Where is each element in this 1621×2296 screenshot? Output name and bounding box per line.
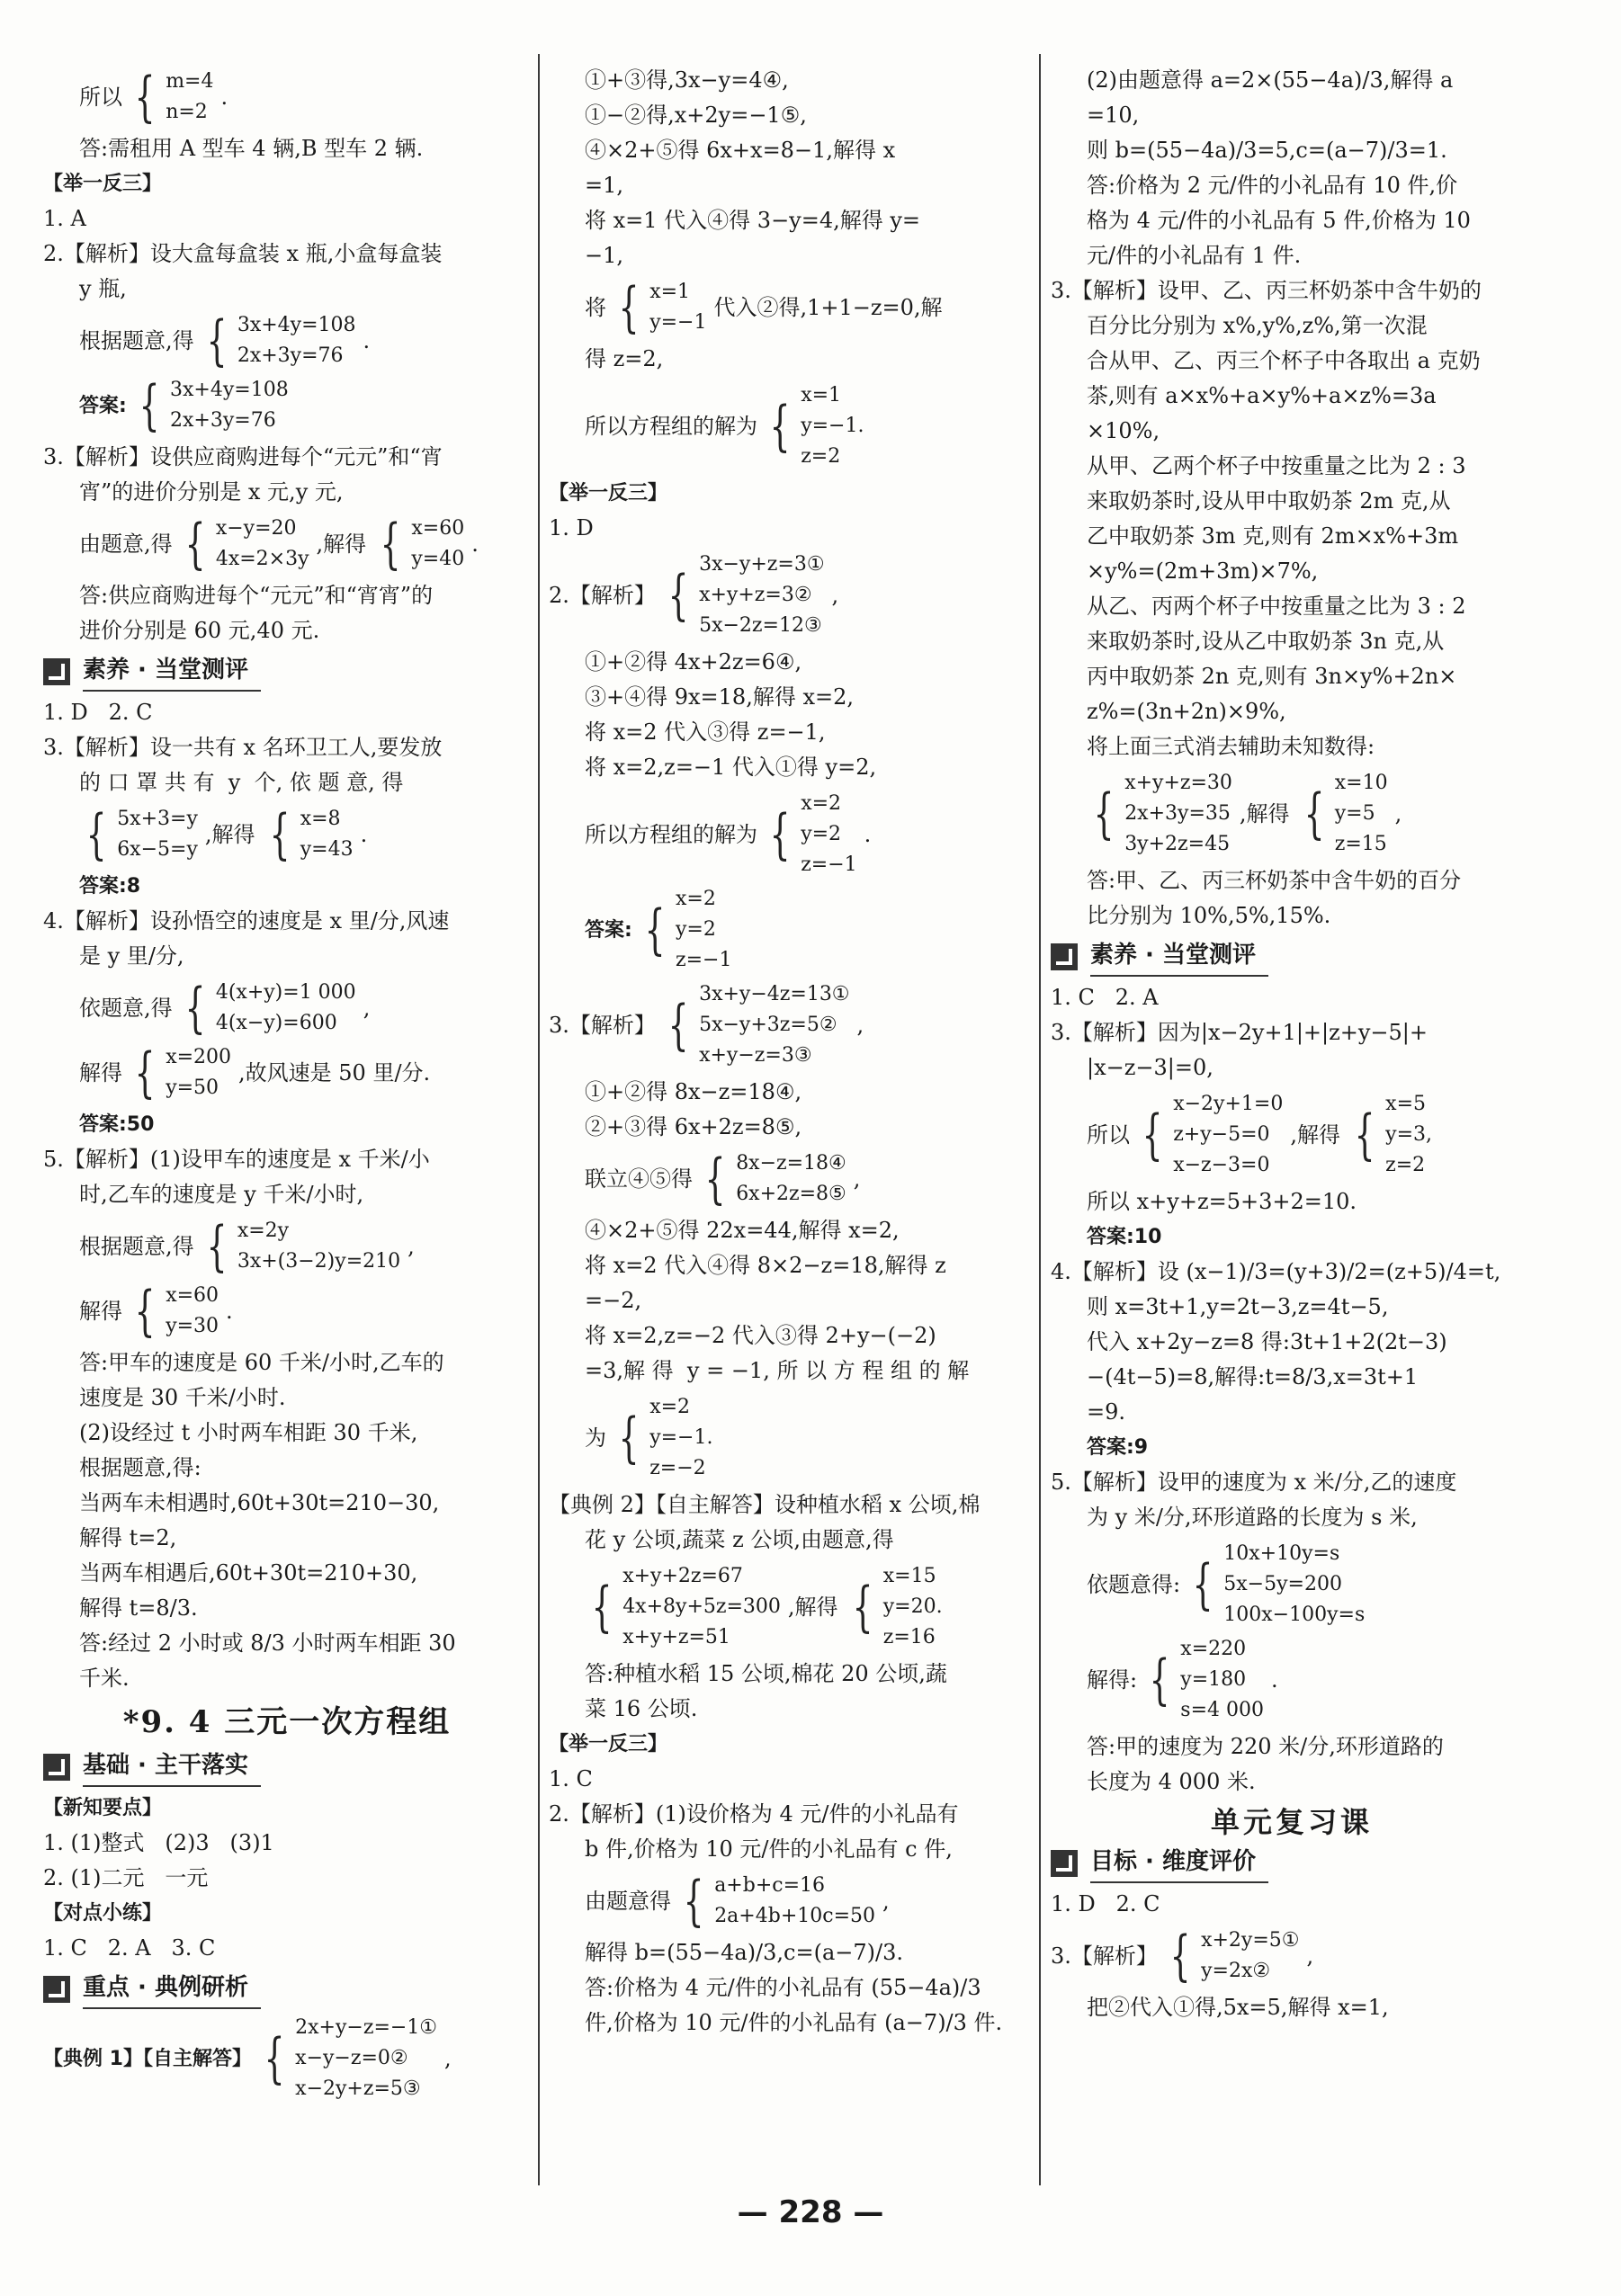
text-line: y 瓶, bbox=[79, 276, 127, 301]
text-line: z%=(3n+2n)×9%, bbox=[1087, 699, 1286, 724]
text-line: 所以 x+y+z=5+3+2=10. bbox=[1087, 1189, 1357, 1214]
text-line: 答:价格为 2 元/件的小礼品有 10 件,价 bbox=[1087, 173, 1458, 198]
subsection-label: 【举一反三】 bbox=[549, 482, 668, 505]
text-line: 菜 16 公顷. bbox=[585, 1696, 698, 1721]
text-line: 件,价格为 10 元/件的小礼品有 (a−7)/3 件. bbox=[585, 2010, 1003, 2035]
text-line: 答:种植水稻 15 公顷,棉花 20 公顷,蔬 bbox=[585, 1661, 947, 1686]
text-line: =3,解 得 y = −1, 所 以 方 程 组 的 解 bbox=[585, 1358, 970, 1383]
text-line: 比分别为 10%,5%,15%. bbox=[1087, 903, 1331, 928]
text-line: 3.【解析】设甲、乙、丙三杯奶茶中含牛奶的 bbox=[1051, 278, 1482, 303]
equation-system: 3.【解析】 { x+2y=5① y=2x② , bbox=[1051, 1925, 1314, 1988]
text-line: ①+②得 4x+2z=6④, bbox=[585, 649, 802, 675]
text-line: 2.【解析】设大盒每盒装 x 瓶,小盒每盒装 bbox=[43, 241, 443, 266]
equation-system: 解得: { x=220 y=180 s=4 000 . bbox=[1087, 1638, 1278, 1721]
text-line: 则 x=3t+1,y=2t−3,z=4t−5, bbox=[1087, 1294, 1389, 1319]
text-line: 宵”的进价分别是 x 元,y 元, bbox=[79, 479, 344, 505]
text-line: 时,乙车的速度是 y 千米/小时, bbox=[79, 1182, 364, 1207]
equation-system: { 5x+3=y 6x−5=y ,解得 { x=8 y=43 . bbox=[85, 803, 368, 866]
arrow-square-icon bbox=[1051, 1850, 1078, 1877]
text-line: 3.【解析】因为|x−2y+1|+|z+y−5|+ bbox=[1051, 1020, 1428, 1045]
column-divider bbox=[1039, 54, 1041, 2185]
answer-line: 1. D bbox=[549, 515, 594, 540]
text-line: 将 x=2,z=−1 代入①得 y=2, bbox=[585, 755, 877, 780]
equation-system: 为 { x=2 y=−1. z=−2 bbox=[585, 1396, 713, 1479]
text-line: 3.【解析】设供应商购进每个“元元”和“宵 bbox=[43, 444, 443, 469]
text-line: ③+④得 9x=18,解得 x=2, bbox=[585, 684, 854, 710]
answer-line: 答案:10 bbox=[1087, 1226, 1162, 1248]
text-line: 5.【解析】设甲的速度为 x 米/分,乙的速度 bbox=[1051, 1470, 1457, 1495]
equation-system: 根据题意,得 { x=2y 3x+(3−2)y=210 , bbox=[79, 1215, 415, 1278]
section-title: *9. 4 三元一次方程组 bbox=[122, 1704, 452, 1740]
text-line: 百分比分别为 x%,y%,z%,第一次混 bbox=[1087, 313, 1428, 338]
text-line: 得 z=2, bbox=[585, 346, 664, 371]
subsection-label: 【新知要点】 bbox=[43, 1797, 163, 1819]
equation-system: 将 { x=1 y=−1 代入②得,1+1−z=0,解 bbox=[585, 276, 943, 339]
answer-line: 1. D 2. C bbox=[43, 700, 153, 725]
text-line: 2.【解析】(1)设价格为 4 元/件的小礼品有 bbox=[549, 1801, 959, 1827]
text-line: 答:需租用 A 型车 4 辆,B 型车 2 辆. bbox=[79, 136, 424, 161]
text-line: 答:甲的速度为 220 米/分,环形道路的 bbox=[1087, 1734, 1444, 1759]
equation-system: 依题意,得 { 4(x+y)=1 000 4(x−y)=600 , bbox=[79, 977, 371, 1040]
text-line: =9. bbox=[1087, 1399, 1126, 1425]
equation-system: 2.【解析】 { 3x−y+z=3① x+y+z=3② 5x−2z=12③ , bbox=[549, 553, 839, 637]
text-line: 从乙、丙两个杯子中按重量之比为 3 : 2 bbox=[1087, 594, 1466, 619]
text-line: ×y%=(2m+3m)×7%, bbox=[1087, 558, 1319, 584]
text-line: 答:供应商购进每个“元元”和“宵宵”的 bbox=[79, 583, 434, 608]
text-line: 为 y 米/分,环形道路的长度为 s 米, bbox=[1087, 1505, 1418, 1530]
equation-system: { x+y+2z=67 4x+8y+5z=300 x+y+z=51 ,解得 { x=15 y=20. z=16 bbox=[591, 1565, 943, 1648]
text-line: 来取奶茶时,设从乙中取奶茶 3n 克,从 bbox=[1087, 629, 1445, 654]
text-line: 代入 x+2y−z=8 得:3t+1+2(2t−3) bbox=[1087, 1329, 1447, 1354]
page-number: — 228 — bbox=[737, 2194, 884, 2230]
text-line: b 件,价格为 10 元/件的小礼品有 c 件, bbox=[585, 1836, 953, 1862]
answer-line: 答案:50 bbox=[79, 1113, 155, 1136]
text-line: 4.【解析】设 (x−1)/3=(y+3)/2=(z+5)/4=t, bbox=[1051, 1259, 1501, 1284]
equation-system: 答案: { 3x+4y=108 2x+3y=76 bbox=[79, 374, 289, 437]
answer-line: 1. C 2. A 3. C bbox=[43, 1935, 216, 1961]
text-line: 速度是 30 千米/小时. bbox=[79, 1385, 286, 1410]
text-line: 乙中取奶茶 3m 克,则有 2m×x%+3m bbox=[1087, 523, 1459, 549]
text-line: |x−z−3|=0, bbox=[1087, 1055, 1214, 1080]
section-banner: 素养 · 当堂测评 bbox=[1051, 939, 1533, 975]
text-line: 将 x=2,z=−2 代入③得 2+y−(−2) bbox=[585, 1323, 936, 1348]
text-line: =1, bbox=[585, 173, 624, 198]
equation-system: 由题意,得 { x−y=20 4x=2×3y ,解得 { x=60 y=40 . bbox=[79, 513, 479, 576]
text-line: 解得 b=(55−4a)/3,c=(a−7)/3. bbox=[585, 1940, 903, 1965]
column-left bbox=[43, 63, 531, 2108]
text-line: −(4t−5)=8,解得:t=8/3,x=3t+1 bbox=[1087, 1364, 1419, 1389]
column-right bbox=[1051, 63, 1533, 2025]
text-line: =−2, bbox=[585, 1288, 642, 1313]
answer-line: 1. D 2. C bbox=[1051, 1891, 1160, 1916]
answer-line: 1. C bbox=[549, 1766, 593, 1791]
section-banner: 重点 · 典例研析 bbox=[43, 1971, 531, 2007]
column-divider bbox=[538, 54, 540, 2185]
text-line: 当两车相遇后,60t+30t=210+30, bbox=[79, 1560, 418, 1586]
text-line: −1, bbox=[585, 243, 624, 268]
text-line: ④×2+⑤得 6x+x=8−1,解得 x bbox=[585, 138, 896, 163]
subsection-label: 【对点小练】 bbox=[43, 1902, 163, 1925]
equation-system: 所以 { m=4 n=2 . bbox=[79, 66, 228, 129]
equation-system: 联立④⑤得 { 8x−z=18④ 6x+2z=8⑤ , bbox=[585, 1148, 861, 1211]
answer-line: 1. A bbox=[43, 206, 86, 231]
text-line: 答:价格为 4 元/件的小礼品有 (55−4a)/3 bbox=[585, 1975, 981, 2000]
equation-system: 答案: { x=2 y=2 z=−1 bbox=[585, 888, 732, 971]
text-line: 5.【解析】(1)设甲车的速度是 x 千米/小 bbox=[43, 1147, 430, 1172]
text-line: 答:经过 2 小时或 8/3 小时两车相距 30 bbox=[79, 1630, 456, 1656]
subsection-label: 【举一反三】 bbox=[549, 1733, 668, 1756]
equation-system: 所以方程组的解为 { x=1 y=−1. z=2 bbox=[585, 384, 864, 468]
text-line: 格为 4 元/件的小礼品有 5 件,价格为 10 bbox=[1087, 208, 1471, 233]
text-line: 根据题意,得: bbox=[79, 1455, 202, 1480]
text-line: 3.【解析】设一共有 x 名环卫工人,要发放 bbox=[43, 735, 443, 760]
equation-system: 3.【解析】 { 3x+y−4z=13① 5x−y+3z=5② x+y−z=3③ , bbox=[549, 983, 864, 1067]
answer-line: 答案:8 bbox=[79, 875, 141, 898]
text-line: 丙中取奶茶 2n 克,则有 3n×y%+2n× bbox=[1087, 664, 1457, 689]
text-line: (2)由题意得 a=2×(55−4a)/3,解得 a bbox=[1087, 67, 1454, 93]
text-line: 将上面三式消去辅助未知数得: bbox=[1087, 734, 1375, 759]
text-line: 4.【解析】设孙悟空的速度是 x 里/分,风速 bbox=[43, 908, 450, 934]
section-banner: 目标 · 维度评价 bbox=[1051, 1845, 1533, 1881]
text-line: 茶,则有 a×x%+a×y%+a×z%=3a bbox=[1087, 383, 1437, 408]
arrow-square-icon bbox=[43, 1754, 70, 1781]
text-line: ×10%, bbox=[1087, 418, 1160, 443]
text-line: ①−②得,x+2y=−1⑤, bbox=[585, 103, 807, 128]
section-banner: 基础 · 主干落实 bbox=[43, 1749, 531, 1785]
equation-system: 所以 { x−2y+1=0 z+y−5=0 x−z−3=0 ,解得 { x=5 y=3, z=2 bbox=[1087, 1093, 1433, 1176]
answer-line: 答案:9 bbox=[1087, 1436, 1149, 1459]
answer-line: 1. C 2. A bbox=[1051, 985, 1159, 1010]
text-line: 是 y 里/分, bbox=[79, 943, 184, 969]
equation-system: 根据题意,得 { 3x+4y=108 2x+3y=76 . bbox=[79, 309, 371, 372]
equation-system: 解得 { x=60 y=30 . bbox=[79, 1280, 233, 1343]
text-line: 答:甲车的速度是 60 千米/小时,乙车的 bbox=[79, 1350, 444, 1375]
text-line: 千米. bbox=[79, 1666, 130, 1691]
text-line: ①+②得 8x−z=18④, bbox=[585, 1079, 802, 1104]
text-line: 将 x=2 代入④得 8×2−z=18,解得 z bbox=[585, 1253, 946, 1278]
arrow-square-icon bbox=[43, 1976, 70, 2003]
text-line: 将 x=2 代入③得 z=−1, bbox=[585, 719, 826, 745]
equation-system: 【典例 1】【自主解答】 { 2x+y−z=−1① x−y−z=0② x−2y+z=5③ , bbox=[43, 2016, 452, 2100]
text-line: 合从甲、乙、丙三个杯子中各取出 a 克奶 bbox=[1087, 348, 1481, 373]
arrow-square-icon bbox=[1051, 943, 1078, 970]
text-line: 把②代入①得,5x=5,解得 x=1, bbox=[1087, 1995, 1389, 2020]
equation-system: { x+y+z=30 2x+3y=35 3y+2z=45 ,解得 { x=10 y=5 z=15 , bbox=[1093, 772, 1402, 855]
text-line: 解得 t=8/3. bbox=[79, 1595, 198, 1621]
equation-system: 解得 { x=200 y=50 ,故风速是 50 里/分. bbox=[79, 1041, 431, 1104]
text-line: 则 b=(55−4a)/3=5,c=(a−7)/3=1. bbox=[1087, 138, 1447, 163]
unit-title: 单元复习课 bbox=[1210, 1805, 1373, 1839]
text-line: 元/件的小礼品有 1 件. bbox=[1087, 243, 1302, 268]
text-line: 进价分别是 60 元,40 元. bbox=[79, 618, 320, 643]
text-line: 长度为 4 000 米. bbox=[1087, 1769, 1256, 1794]
text-line: ②+③得 6x+2z=8⑤, bbox=[585, 1114, 802, 1139]
text-line: 解得 t=2, bbox=[79, 1525, 177, 1550]
text-line: 花 y 公顷,蔬菜 z 公顷,由题意,得 bbox=[585, 1527, 894, 1552]
text-line: 【典例 2】【自主解答】设种植水稻 x 公顷,棉 bbox=[549, 1492, 981, 1517]
equation-system: 依题意得: { 10x+10y=s 5x−5y=200 100x−100y=s bbox=[1087, 1542, 1366, 1626]
text-line: =10, bbox=[1087, 103, 1140, 128]
text-line: 来取奶茶时,设从甲中取奶茶 2m 克,从 bbox=[1087, 488, 1451, 514]
equation-system: 所以方程组的解为 { x=2 y=2 z=−1 . bbox=[585, 792, 872, 876]
column-middle bbox=[549, 63, 1031, 2041]
answer-line: 2. (1)二元 一元 bbox=[43, 1865, 209, 1890]
section-banner: 素养 · 当堂测评 bbox=[43, 654, 531, 690]
text-line: 从甲、乙两个杯子中按重量之比为 2 : 3 bbox=[1087, 453, 1466, 478]
text-line: 当两车未相遇时,60t+30t=210−30, bbox=[79, 1490, 440, 1515]
answer-line: 1. (1)整式 (2)3 (3)1 bbox=[43, 1830, 274, 1855]
text-line: (2)设经过 t 小时两车相距 30 千米, bbox=[79, 1420, 418, 1445]
text-line: 将 x=1 代入④得 3−y=4,解得 y= bbox=[585, 208, 921, 233]
equation-system: 由题意得 { a+b+c=16 2a+4b+10c=50 , bbox=[585, 1870, 890, 1933]
text-line: 答:甲、乙、丙三杯奶茶中含牛奶的百分 bbox=[1087, 868, 1462, 893]
subsection-label: 【举一反三】 bbox=[43, 173, 163, 195]
arrow-square-icon bbox=[43, 658, 70, 685]
text-line: ④×2+⑤得 22x=44,解得 x=2, bbox=[585, 1218, 900, 1243]
text-line: 的 口 罩 共 有 y 个, 依 题 意, 得 bbox=[79, 770, 404, 795]
text-line: ①+③得,3x−y=4④, bbox=[585, 67, 789, 93]
